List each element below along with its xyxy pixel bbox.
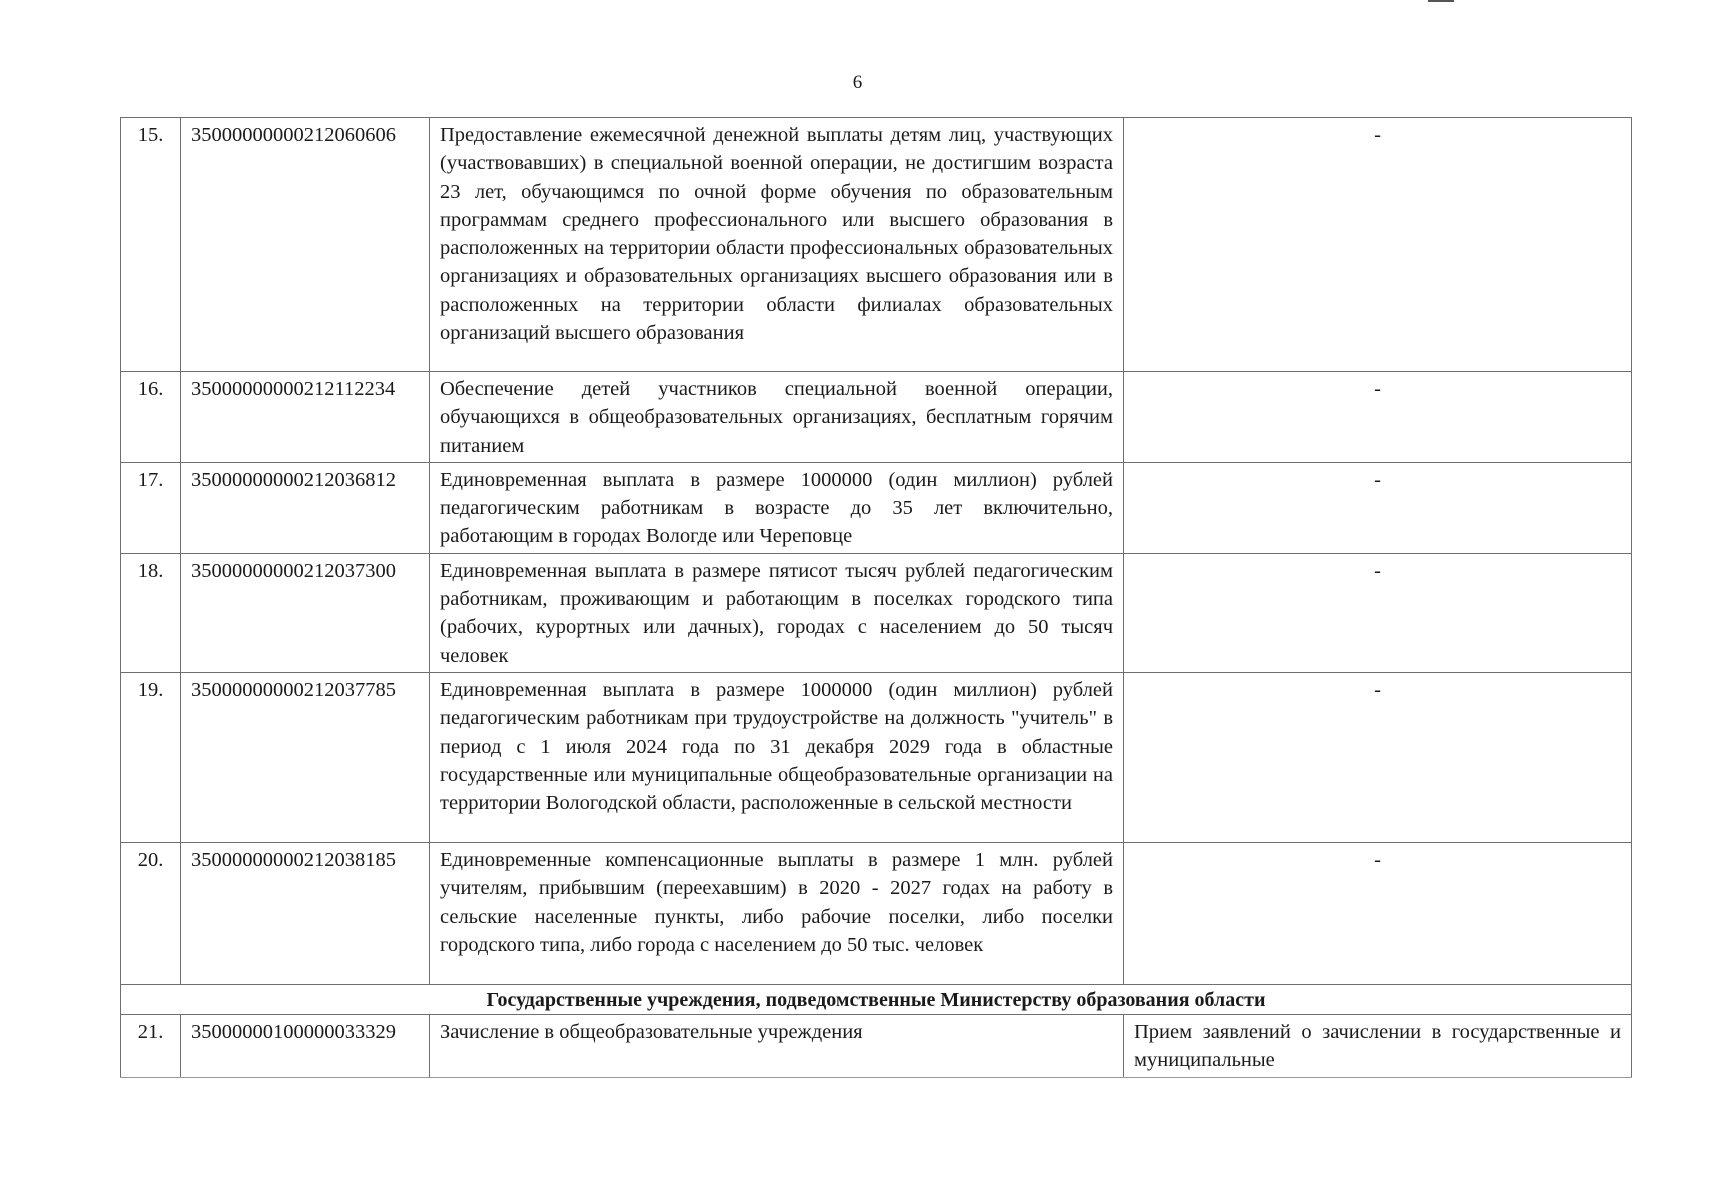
row-number: 18. xyxy=(121,553,181,672)
table-row xyxy=(121,1014,1632,1077)
service-description: Единовременная выплата в размере 1000000 (один миллион) рублей педагогическим работникам при трудоустройстве на должность "учитель" в период с 1 июля 2024 года по 31 декабря 2029 года в областные государственные или муниципальные общеобразовательные организации на территории Вологодской области, расположенные в сельской местности xyxy=(430,672,1124,842)
service-note: - xyxy=(1124,842,1632,984)
service-description: Единовременные компенсационные выплаты в размере 1 млн. рублей учителям, прибывшим (переехавшим) в 2020 - 2027 годах на работу в сельские населенные пункты, либо рабочие поселки, либо поселки городского типа, либо города с населением до 50 тыс. человек xyxy=(430,842,1124,984)
service-description: Единовременная выплата в размере 1000000 (один миллион) рублей педагогическим работникам в возрасте до 35 лет включительно, работающим в городах Вологде или Череповце xyxy=(430,462,1124,553)
row-number: 15. xyxy=(121,118,181,372)
services-registry-table xyxy=(120,117,1632,1078)
service-code: 35000000000212112234 xyxy=(181,372,430,463)
service-code: 35000000000212038185 xyxy=(181,842,430,984)
service-note: - xyxy=(1124,672,1632,842)
row-number: 16. xyxy=(121,372,181,463)
row-number: 20. xyxy=(121,842,181,984)
service-description: Предоставление ежемесячной денежной выплаты детям лиц, участвующих (участвовавших) в специальной военной операции, не достигшим возраста 23 лет, обучающимся по очной форме обучения по образовательным программам среднего профессионального или высшего образования в расположенных на территории области профессиональных образовательных организациях и образовательных организациях высшего образования или в расположенных на территории области филиалах образовательных организаций высшего образования xyxy=(430,118,1124,372)
service-code: 35000000000212060606 xyxy=(181,118,430,372)
section-heading-row xyxy=(121,984,1632,1014)
service-code: 35000000100000033329 xyxy=(181,1014,430,1077)
service-description: Единовременная выплата в размере пятисот тысяч рублей педагогическим работникам, проживающим и работающим в поселках городского типа (рабочих, курортных или дачных), городах с населением до 50 тысяч человек xyxy=(430,553,1124,672)
table-row xyxy=(121,842,1632,984)
service-description: Обеспечение детей участников специальной военной операции, обучающихся в общеобразовательных организациях, бесплатным горячим питанием xyxy=(430,372,1124,463)
row-number: 19. xyxy=(121,672,181,842)
row-number: 21. xyxy=(121,1014,181,1077)
page-number: 6 xyxy=(852,72,863,93)
service-note: - xyxy=(1124,372,1632,463)
scan-corner-mark xyxy=(1428,0,1454,2)
service-code: 35000000000212037300 xyxy=(181,553,430,672)
service-code: 35000000000212036812 xyxy=(181,462,430,553)
service-code: 35000000000212037785 xyxy=(181,672,430,842)
table-row xyxy=(121,118,1632,372)
table-row xyxy=(121,372,1632,463)
service-description: Зачисление в общеобразовательные учреждения xyxy=(430,1014,1124,1077)
service-note: Прием заявлений о зачислении в государственные и муниципальные xyxy=(1124,1014,1632,1077)
service-note: - xyxy=(1124,118,1632,372)
row-number: 17. xyxy=(121,462,181,553)
service-note: - xyxy=(1124,553,1632,672)
section-heading: Государственные учреждения, подведомственные Министерству образования области xyxy=(121,984,1632,1014)
table-row xyxy=(121,553,1632,672)
service-note: - xyxy=(1124,462,1632,553)
table-row xyxy=(121,672,1632,842)
table-row xyxy=(121,462,1632,553)
